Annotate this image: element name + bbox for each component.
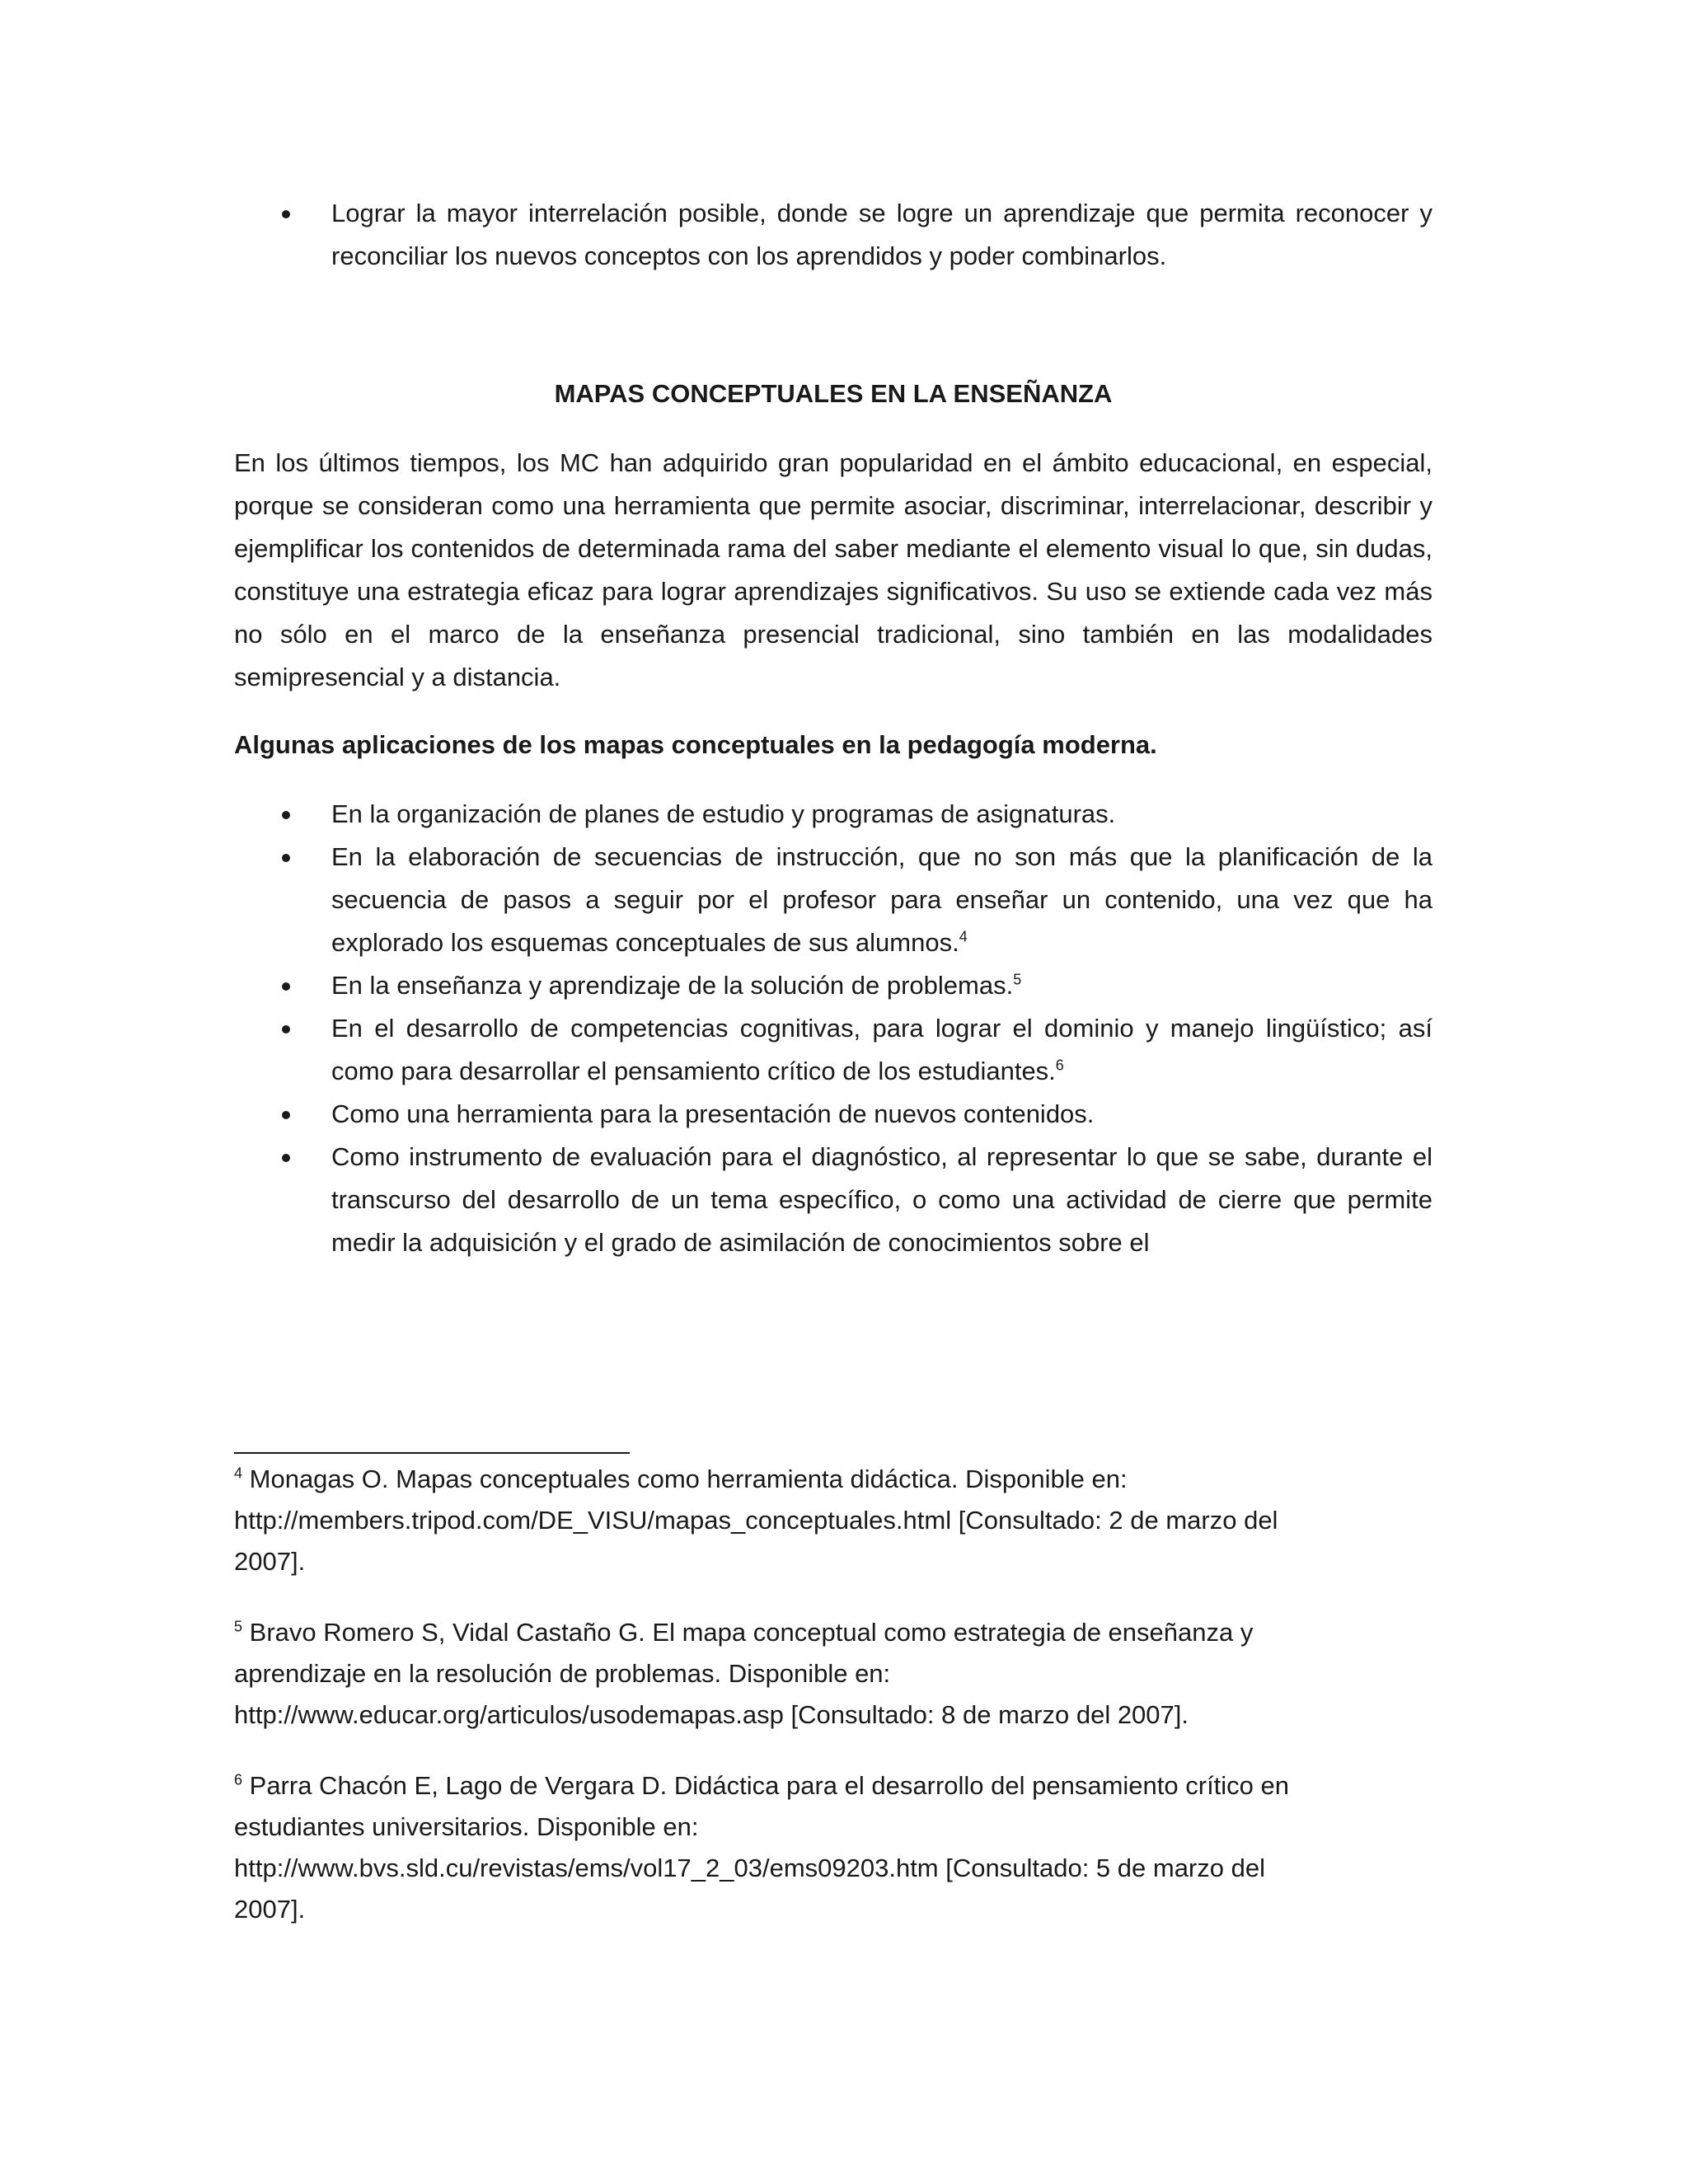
- intro-bullet-text: Lograr la mayor interrelación posible, donde se logre un aprendizaje que permita reconocer y reconciliar los nuevos conceptos con los aprendidos y poder combinarlos.: [331, 199, 1432, 270]
- list-item: [234, 793, 1432, 836]
- footnote-link[interactable]: http://www.educar.org/articulos/usodemapas.asp [Consultado: 8 de marzo del 2007].: [234, 1700, 1189, 1729]
- bullet-icon: [282, 811, 290, 819]
- subheading: Algunas aplicaciones de los mapas conceptuales en la pedagogía moderna.: [234, 730, 1157, 759]
- footnote-ref[interactable]: 6: [1055, 1057, 1064, 1074]
- list-item: [234, 964, 1432, 1007]
- footnote-line: [234, 1765, 1432, 1807]
- footnote-number: 5: [234, 1618, 243, 1635]
- footnote-ref[interactable]: 5: [1013, 971, 1022, 988]
- footnote-number: 6: [234, 1771, 243, 1788]
- footnote-line: 2007].: [234, 1895, 306, 1924]
- bullet-icon: [282, 982, 290, 991]
- applications-list: [234, 793, 1432, 1264]
- bullet-icon: [282, 854, 290, 862]
- bullet-icon: [282, 1025, 290, 1033]
- footnote-line: [234, 1459, 1432, 1500]
- footnote-line: 2007].: [234, 1547, 306, 1576]
- bullet-icon: [282, 1154, 290, 1162]
- footnote-line: [234, 1612, 1432, 1653]
- list-item: [234, 192, 1432, 278]
- application-text: Como instrumento de evaluación para el diagnóstico, al representar lo que se sabe, durante el transcurso del desarrollo de un tema específico, o como una actividad de cierre que permite medir la adquisición y el grado de asimilación de conocimientos sobre el: [331, 1142, 1432, 1257]
- footnote-link[interactable]: http://www.bvs.sld.cu/revistas/ems/vol17_2_03/ems09203.htm [Consultado: 5 de marzo del: [234, 1854, 1265, 1882]
- bullet-icon: [282, 1111, 290, 1119]
- footnote-5: [234, 1612, 1432, 1736]
- application-text: Como una herramienta para la presentación de nuevos contenidos.: [331, 1099, 1095, 1128]
- intro-bullet-list: [234, 192, 1432, 278]
- footnote-ref[interactable]: 4: [959, 928, 968, 945]
- footnote-separator: [234, 1452, 630, 1454]
- intro-bullet-block: [234, 192, 1432, 278]
- application-text: En la enseñanza y aprendizaje de la solución de problemas.: [331, 971, 1014, 1000]
- footnote-line: estudiantes universitarios. Disponible en:: [234, 1812, 699, 1841]
- footnote-6: [234, 1765, 1432, 1930]
- footnote-4: [234, 1459, 1432, 1582]
- application-text: En el desarrollo de competencias cognitivas, para lograr el dominio y manejo lingüístico; así como para desarrollar el pensamiento crítico de los estudiantes.: [331, 1014, 1432, 1085]
- footnote-link[interactable]: http://members.tripod.com/DE_VISU/mapas_conceptuales.html [Consultado: 2 de marzo del: [234, 1506, 1278, 1535]
- footnote-line: aprendizaje en la resolución de problemas. Disponible en:: [234, 1659, 891, 1688]
- list-item: [234, 836, 1432, 964]
- bullet-icon: [282, 210, 290, 218]
- list-item: [234, 1136, 1432, 1264]
- application-text: En la elaboración de secuencias de instrucción, que no son más que la planificación de la secuencia de pasos a seguir por el profesor para enseñar un contenido, una vez que ha explorado los esquemas conceptuales de sus alumnos.: [331, 842, 1432, 957]
- section-title: MAPAS CONCEPTUALES EN LA ENSEÑANZA: [554, 379, 1113, 408]
- body-paragraph: En los últimos tiempos, los MC han adquirido gran popularidad en el ámbito educacional, en especial, porque se consideran como una herramienta que permite asociar, discriminar, interrelacionar, describir y ejemplificar los contenidos de determinada rama del saber mediante el elemento visual lo que, sin dudas, constituye una estrategia eficaz para lograr aprendizajes significativos. Su uso se extiende cada vez más no sólo en el marco de la enseñanza presencial tradicional, sino también en las modalidades semipresencial y a distancia.: [234, 448, 1432, 691]
- footnote-text: Parra Chacón E, Lago de Vergara D. Didáctica para el desarrollo del pensamiento crítico en: [249, 1771, 1290, 1800]
- footnote-number: 4: [234, 1465, 243, 1482]
- application-text: En la organización de planes de estudio y programas de asignaturas.: [331, 799, 1116, 828]
- applications-block: [234, 793, 1432, 1264]
- footnote-text: Monagas O. Mapas conceptuales como herramienta didáctica. Disponible en:: [249, 1465, 1128, 1493]
- footnote-text: Bravo Romero S, Vidal Castaño G. El mapa conceptual como estrategia de enseñanza y: [249, 1618, 1254, 1647]
- list-item: [234, 1093, 1432, 1136]
- list-item: [234, 1007, 1432, 1093]
